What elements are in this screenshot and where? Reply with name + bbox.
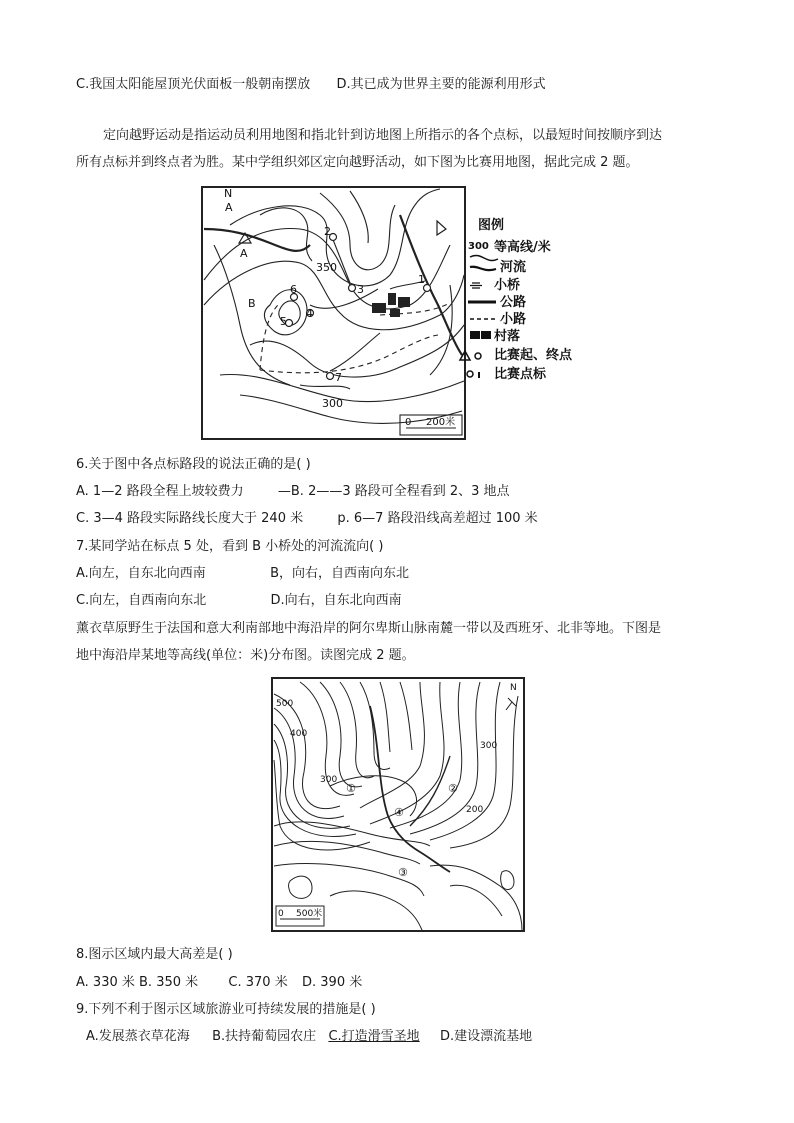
question-9-option-c: C.打造滑雪圣地 [328, 1029, 420, 1044]
legend-contour: 等高线/米 [494, 240, 551, 255]
map1-contour-300: 300 [322, 397, 343, 410]
map2-marker-2: ② [448, 782, 458, 795]
map1-scale-zero: 0 [405, 417, 412, 428]
intro-paragraph-1a: 定向越野运动是指运动员利用地图和指北针到访地图上所指示的各个点标，以最短时间按顺序到达 [103, 128, 663, 143]
map1-contour-350: 350 [316, 261, 337, 274]
map1-start-label: A [240, 247, 248, 260]
map2-marker-4: ④ [394, 806, 404, 819]
question-6: 6.关于图中各点标路段的说法正确的是( ) [76, 457, 311, 472]
map1-point-7: 7 [335, 371, 342, 384]
map2-contour-300-right: 300 [480, 741, 498, 751]
map2-contour-200: 200 [466, 805, 484, 815]
map1-point-1: 1 [418, 273, 425, 286]
question-7-option-d: D.向右，自东北向西南 [270, 593, 402, 608]
question-6-option-a: A. 1—2 路段全程上坡较费力 [76, 484, 244, 499]
map2-contour-400: 400 [290, 729, 308, 739]
question-6-options-ab [76, 483, 510, 501]
question-8-options [76, 974, 362, 992]
question-6-option-c: C. 3—4 路段实际路线长度大于 240 米 [76, 511, 304, 526]
question-7-option-b: B，向右，自西南向东北 [270, 566, 410, 581]
legend-contour-value: 300 [468, 241, 489, 252]
question-7-option-a: A.向左，自东北向西南 [76, 566, 206, 581]
question-9-option-a: A.发展蒸衣草花海 [86, 1029, 190, 1044]
question-8-option-d: D. 390 米 [302, 975, 363, 990]
map1-north-label: N [224, 187, 233, 200]
map2-contour-500: 500 [276, 699, 294, 709]
map1-bridge-label: B [248, 297, 256, 310]
map2-marker-3: ③ [398, 866, 408, 879]
legend-path: 小路 [500, 312, 527, 327]
legend-title: 图例 [478, 218, 505, 233]
option-d-text: D.其已成为世界主要的能源利用形式 [336, 77, 546, 92]
intro-paragraph-2b: 地中海沿岸某地等高线(单位：米)分布图。读图完成 2 题。 [76, 648, 415, 663]
question-9-option-d: D.建设漂流基地 [439, 1029, 533, 1044]
question-9: 9.下列不利于图示区域旅游业可持续发展的措施是( ) [76, 1002, 376, 1017]
map1-north-mark: A [225, 201, 233, 214]
question-7-options-cd [76, 592, 402, 610]
intro-paragraph-1b: 所有点标并到终点者为胜。某中学组织郊区定向越野活动，如下图为比赛用地图，据此完成 2 题。 [76, 155, 639, 170]
legend-checkpoint: 比赛点标 [494, 367, 547, 382]
legend-road: 公路 [500, 295, 527, 310]
map2-north: N [510, 683, 517, 693]
option-c-text: C.我国太阳能屋顶光伏面板一般朝南摆放 [76, 77, 311, 92]
question-7: 7.某同学站在标点 5 处，看到 B 小桥处的河流流向( ) [76, 539, 384, 554]
question-6-option-d: p. 6—7 路段沿线高差超过 100 米 [337, 511, 538, 526]
map1-point-2: 2 [324, 225, 331, 238]
question-8: 8.图示区域内最大高差是( ) [76, 947, 233, 962]
map1-point-4: 4 [306, 307, 313, 320]
question-9-option-b: B.扶持葡萄园农庄 [212, 1029, 317, 1044]
map1-scale-length: 200米 [426, 417, 456, 428]
map1-point-5: 5 [280, 315, 287, 328]
map2-scale-length: 500米 [296, 909, 323, 919]
map2-scale-zero: 0 [278, 909, 284, 919]
question-7-option-c: C.向左，自西南向东北 [76, 593, 207, 608]
legend-river: 河流 [500, 260, 527, 275]
map1-point-6: 6 [290, 283, 297, 296]
contour-map [270, 676, 526, 934]
legend-startend: 比赛起、终点 [494, 348, 573, 363]
question-6-options-cd [76, 510, 538, 528]
question-8-option-c: C. 370 米 [228, 975, 288, 990]
intro-paragraph-2a: 薰衣草原野生于法国和意大利南部地中海沿岸的阿尔卑斯山脉南麓一带以及西班牙、北非等地。下图是 [76, 621, 662, 636]
map2-contour-300-left: 300 [320, 775, 338, 785]
question-7-options-ab [76, 565, 409, 583]
question-6-option-b: —B. 2——3 路段可全程看到 2、3 地点 [277, 484, 510, 499]
map2-marker-1: ① [346, 782, 356, 795]
question-8-options-ab: A. 330 米 B. 350 米 [76, 975, 199, 990]
legend-bridge: 小桥 [494, 278, 521, 293]
question-9-options [86, 1028, 532, 1046]
option-c-line [76, 76, 546, 94]
orienteering-map [200, 185, 600, 443]
legend-village: 村落 [494, 329, 521, 344]
map1-point-3: 3 [357, 283, 364, 296]
